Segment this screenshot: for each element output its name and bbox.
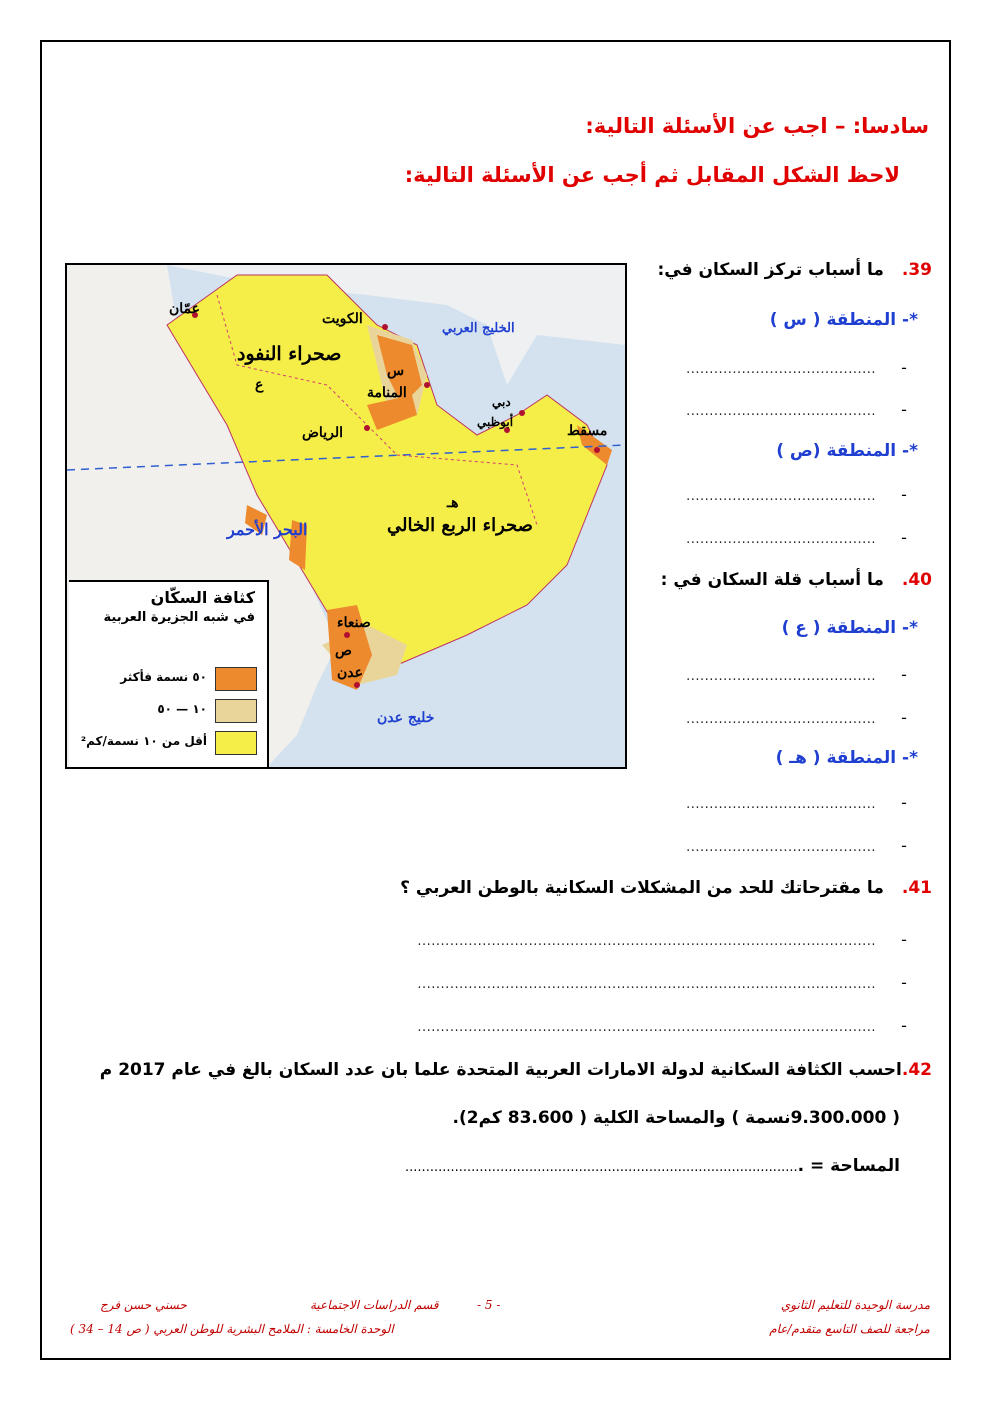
label-kuwait: الكويت (322, 311, 363, 327)
legend-title: كثافة السكّان (150, 588, 255, 607)
question-41 (400, 878, 932, 898)
legend-row-high (77, 667, 257, 691)
label-dubai: دبي (492, 395, 511, 409)
city-dot-dubai (519, 410, 525, 416)
city-dot-riyadh (364, 425, 370, 431)
answer-line[interactable]: -......................................... (686, 665, 907, 684)
question-40-text: ما أسباب قلة السكان في : (660, 570, 884, 590)
footer-department: قسم الدراسات الاجتماعية (310, 1298, 439, 1312)
label-nafud: صحراء النفود (237, 343, 342, 365)
legend-label-high: ٥٠ نسمة فأكثر (120, 670, 207, 684)
q40-region-ain: *- المنطقة ( ع ) (781, 618, 918, 638)
answer-line[interactable]: -................................................................................................... (417, 930, 907, 949)
city-dot-sanaa (344, 632, 350, 638)
label-sanaa: صنعاء (337, 615, 371, 631)
label-letter-s: س (387, 363, 405, 379)
legend-swatch-high (215, 667, 257, 691)
footer-teacher: حسني حسن فرج (100, 1298, 187, 1312)
question-39-text: ما أسباب تركز السكان في: (657, 260, 884, 280)
footer-unit: الوحدة الخامسة : الملامح البشرية للوطن العربي ( ص 14 – 34 ) (70, 1322, 394, 1336)
answer-line[interactable]: -......................................... (686, 708, 907, 727)
label-muscat: مسقط (567, 423, 608, 439)
legend-row-low (77, 731, 257, 755)
answer-line[interactable]: -......................................... (686, 358, 907, 377)
legend-label-low: أقل من ١٠ نسمة/كم² (80, 734, 207, 748)
city-dot-manama (424, 382, 430, 388)
question-42 (100, 1060, 932, 1080)
population-density-map (65, 263, 627, 769)
answer-line[interactable]: -................................................................................................... (417, 1016, 907, 1035)
answer-line[interactable]: -......................................... (686, 836, 907, 855)
city-dot-aden (354, 682, 360, 688)
label-abudhabi: أبوظبي (477, 415, 514, 429)
label-letter-sad: ص (335, 643, 352, 659)
question-42-number: 42. (901, 1060, 932, 1080)
legend-subtitle: في شبه الجزيرة العربية (103, 610, 255, 625)
q39-region-s: *- المنطقة ( س ) (769, 310, 918, 330)
footer-school: مدرسة الوحيدة للتعليم الثانوي (780, 1298, 930, 1312)
section-instruction: لاحظ الشكل المقابل ثم أجب عن الأسئلة التالية: (404, 163, 900, 187)
question-39-number: 39. (901, 260, 932, 280)
label-riyadh: الرياض (302, 425, 343, 441)
label-rub-al-khali: صحراء الربع الخالي (387, 515, 533, 536)
city-dot-kuwait (382, 324, 388, 330)
label-letter-ain: ع (255, 377, 264, 393)
question-41-number: 41. (901, 878, 932, 898)
footer-review: مراجعة للصف التاسع متقدم/عام (769, 1322, 930, 1336)
footer-page-number: - 5 - (477, 1298, 501, 1312)
answer-line[interactable]: -......................................... (686, 400, 907, 419)
label-arab-gulf: الخليج العربي (442, 321, 515, 336)
label-gulf-aden-map: خليج عدن (377, 710, 435, 726)
answer-line[interactable]: -................................................................................................... (417, 973, 907, 992)
area-answer[interactable] (405, 1156, 900, 1176)
legend-row-medium (77, 699, 257, 723)
label-letter-ha: هـ (447, 495, 459, 511)
question-40-number: 40. (901, 570, 932, 590)
area-label: المساحة = . (797, 1156, 900, 1176)
q40-region-ha: *- المنطقة ( هـ ) (775, 748, 918, 768)
legend-swatch-medium (215, 699, 257, 723)
label-red-sea: البحر الأحمر (227, 520, 308, 539)
q39-region-sad: *- المنطقة (ص ) (776, 441, 918, 461)
question-42-text: احسب الكثافة السكانية لدولة الامارات العربية المتحدة علما بان عدد السكان بالغ في عام 2017 م (99, 1060, 902, 1080)
legend-swatch-low (215, 731, 257, 755)
section-title: سادسا: – اجب عن الأسئلة التالية: (585, 114, 929, 138)
label-amman: عمّان (169, 301, 200, 317)
answer-line[interactable]: -......................................... (686, 528, 907, 547)
answer-line[interactable]: -......................................... (686, 485, 907, 504)
question-40 (661, 570, 932, 590)
question-41-text: ما مقترحاتك للحد من المشكلات السكانية بالوطن العربي ؟ (400, 878, 884, 898)
question-42-data: ( 9.300.000نسمة ) والمساحة الكلية ( 83.600 كم2). (452, 1108, 900, 1128)
question-39 (657, 260, 932, 280)
city-dot-muscat (594, 447, 600, 453)
map-legend (69, 580, 269, 767)
label-manama: المنامة (367, 385, 407, 401)
area-dots: ............................................................................................... (405, 1160, 798, 1175)
answer-line[interactable]: -......................................... (686, 793, 907, 812)
label-aden: عدن (337, 665, 363, 681)
legend-label-medium: ١٠ — ٥٠ (157, 702, 207, 716)
